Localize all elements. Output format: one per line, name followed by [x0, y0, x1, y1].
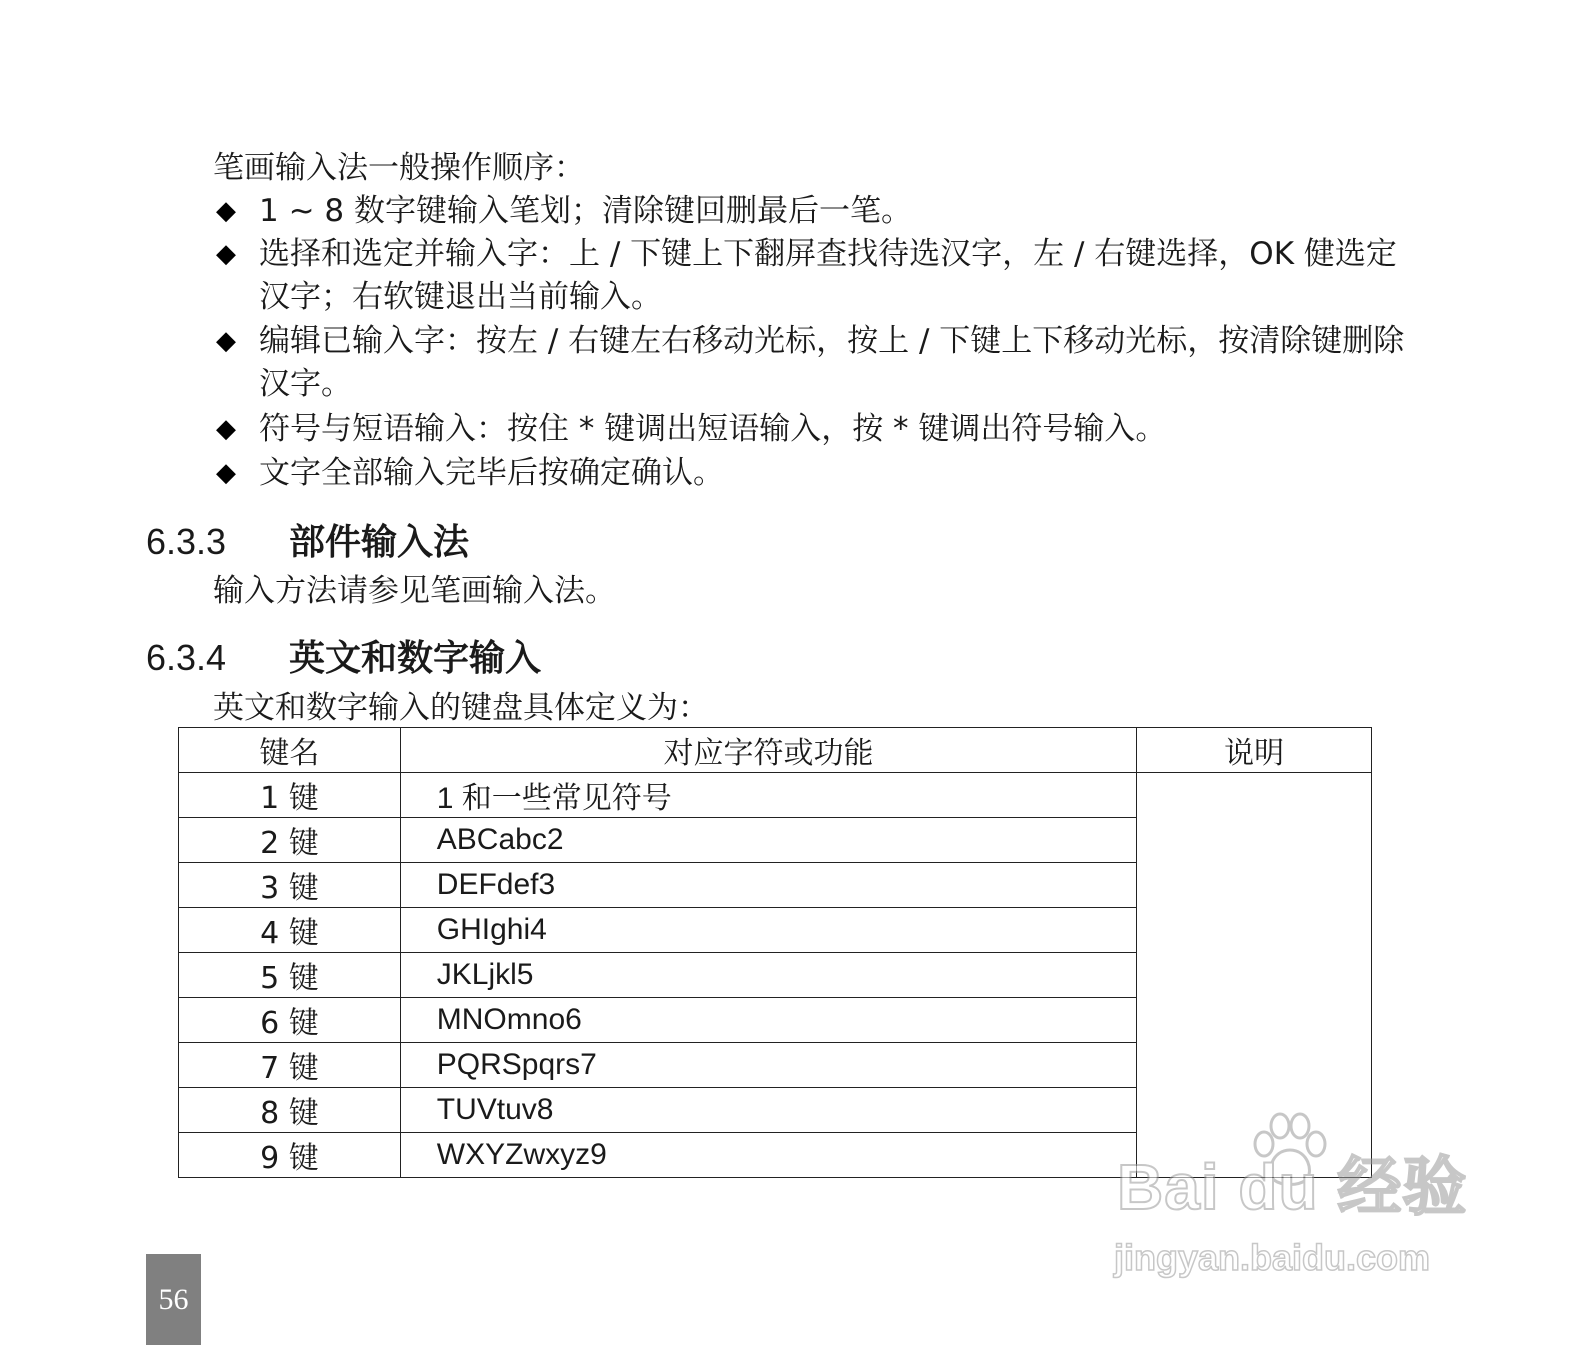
column-header: 对应字符或功能 — [400, 728, 1136, 773]
bullet-text: 文字全部输入完毕后按确定确认。 — [259, 455, 724, 491]
key-cell: 3 键 — [179, 863, 401, 908]
value-cell: TUVtuv8 — [400, 1088, 1136, 1133]
diamond-bullet-icon: ◆ — [216, 414, 236, 444]
watermark-brand: Bai du 经验 — [1117, 1151, 1468, 1223]
bullet-item — [216, 190, 1406, 233]
diamond-bullet-icon: ◆ — [216, 239, 236, 269]
value-cell: PQRSpqrs7 — [400, 1043, 1136, 1088]
bullet-text: 符号与短语输入：按住 * 键调出短语输入，按 * 键调出符号输入。 — [259, 411, 1167, 447]
value-cell: MNOmno6 — [400, 998, 1136, 1043]
value-cell: 1 和一些常见符号 — [400, 773, 1136, 818]
section-title: 部件输入法 — [289, 522, 470, 563]
value-cell: GHIghi4 — [400, 908, 1136, 953]
key-cell: 9 键 — [179, 1133, 401, 1178]
section-number: 6.3.3 — [146, 521, 227, 562]
section-body-633: 输入方法请参见笔画输入法。 — [213, 573, 616, 609]
column-header: 说明 — [1137, 728, 1372, 773]
key-cell: 4 键 — [179, 908, 401, 953]
diamond-bullet-icon: ◆ — [216, 326, 236, 356]
bullet-item — [216, 452, 1406, 495]
page-number: 56 — [158, 1283, 189, 1316]
bullet-item — [216, 233, 1406, 319]
value-cell: JKLjkl5 — [400, 953, 1136, 998]
diamond-bullet-icon: ◆ — [216, 196, 236, 226]
section-title: 英文和数字输入 — [289, 638, 542, 679]
bullet-text: 选择和选定并输入字：上 / 下键上下翻屏查找待选汉字，左 / 右键选择，OK 健选定汉字；右软键退出当前输入。 — [259, 236, 1397, 315]
bullet-text: 编辑已输入字：按左 / 右键左右移动光标，按上 / 下键上下移动光标，按清除键删除汉字。 — [259, 323, 1405, 402]
key-cell: 6 键 — [179, 998, 401, 1043]
bullet-text: 1 ~ 8 数字键输入笔划；清除键回删最后一笔。 — [259, 193, 912, 229]
section-heading-633 — [146, 520, 469, 565]
section-number: 6.3.4 — [146, 637, 227, 678]
section-body-634: 英文和数字输入的键盘具体定义为： — [213, 690, 709, 726]
page-number-box — [146, 1254, 201, 1345]
table-header-row — [179, 728, 1372, 773]
bullet-item — [216, 408, 1406, 451]
bullet-item — [216, 320, 1406, 406]
value-cell: ABCabc2 — [400, 818, 1136, 863]
key-cell: 8 键 — [179, 1088, 401, 1133]
intro-text: 笔画输入法一般操作顺序： — [213, 150, 585, 186]
key-cell: 5 键 — [179, 953, 401, 998]
baidu-watermark — [1112, 1110, 1477, 1285]
key-cell: 7 键 — [179, 1043, 401, 1088]
value-cell: WXYZwxyz9 — [400, 1133, 1136, 1178]
diamond-bullet-icon: ◆ — [216, 458, 236, 488]
section-heading-634 — [146, 636, 541, 681]
watermark-url: jingyan.baidu.com — [1114, 1237, 1431, 1278]
key-cell: 2 键 — [179, 818, 401, 863]
table-row — [179, 773, 1372, 818]
key-cell: 1 键 — [179, 773, 401, 818]
value-cell: DEFdef3 — [400, 863, 1136, 908]
column-header: 键名 — [179, 728, 401, 773]
